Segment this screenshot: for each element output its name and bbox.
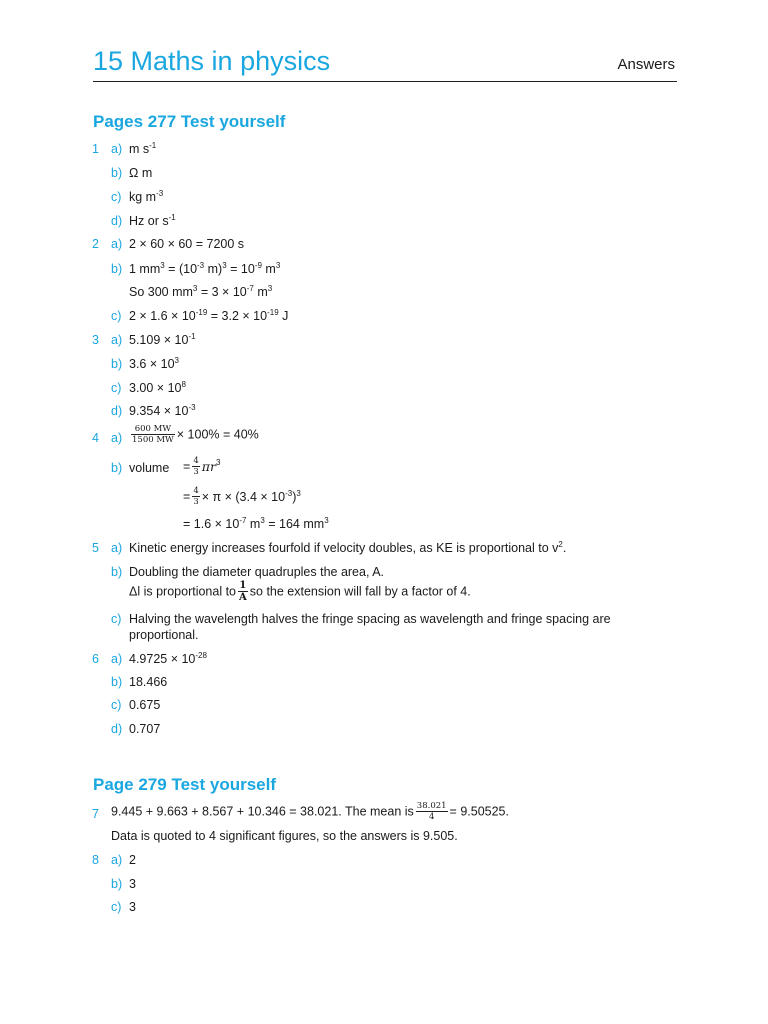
answer-value: Hz or s [129,214,169,228]
fraction [238,580,248,603]
answer-value: = 9.50525. [449,804,509,819]
part-label: a) [111,431,123,445]
answer-text [129,424,259,445]
answer-text: volume [129,461,170,475]
section-heading-pages-277: Pages 277 Test yourself [93,112,286,131]
fraction-numerator: 4 [193,456,199,466]
part-label: d) [111,722,123,736]
answer-text: 0.707 [129,722,161,736]
part-label: b) [111,461,123,475]
answer-value: ) [292,489,297,504]
answer-text [183,456,220,477]
expression [202,490,301,504]
answer-text [129,404,196,418]
answer-value: = 3 × 10 [197,285,247,299]
fraction-numerator: 600 MW [131,424,175,435]
fraction [192,486,199,507]
answer-text [129,381,186,395]
answer-value: 3.00 × 10 [129,381,182,395]
part-label: a) [111,652,123,666]
answer-text [129,214,176,228]
part-label: a) [111,853,123,867]
answer-value: = 3.2 × 10 [207,309,268,323]
exponent: -3 [156,189,164,198]
answer-text [129,652,207,666]
answer-text: Data is quoted to 4 significant figures, so the answers is 9.505. [111,829,458,843]
answer-text: proportional. [129,628,199,642]
part-label: b) [111,565,123,579]
pi-r: πr [201,459,216,474]
fraction [192,456,199,477]
answer-text: Doubling the diameter quadruples the area, A. [129,565,385,579]
fraction-numerator: 1 [239,580,247,591]
exponent: 3 [222,261,227,270]
fraction-numerator: 4 [193,486,199,496]
fraction-denominator: 3 [193,467,199,477]
question-number: 3 [92,333,99,347]
exponent: -1 [149,141,157,150]
answer-text: 3 [129,877,136,891]
equals-sign: = [183,489,191,504]
question-number: 8 [92,853,99,867]
answer-text [129,541,566,555]
part-label: d) [111,404,123,418]
question-number: 4 [92,431,99,445]
equals-sign: = [183,459,191,474]
exponent: -7 [239,516,247,525]
answer-value: 1 mm [129,262,161,276]
answer-value: m) [204,262,223,276]
part-label: b) [111,357,123,371]
exponent: 3 [192,284,198,293]
answer-value: × π × (3.4 × 10 [201,489,286,504]
fraction-denominator: 3 [193,497,199,507]
exponent: 2 [558,540,563,549]
part-label: d) [111,214,123,228]
fraction-denominator: A [239,592,247,603]
exponent: 3 [174,356,179,365]
answer-text: 2 × 60 × 60 = 7200 s [129,237,245,251]
answer-text: 0.675 [129,698,161,712]
answer-value: 2 × 1.6 × 10 [129,309,196,323]
exponent: -3 [188,403,196,412]
answer-text [111,801,509,822]
answer-value: m [246,517,261,531]
answers-label: Answers [617,56,675,73]
answer-text: 3 [129,900,136,914]
chapter-title: 15 Maths in physics [93,46,331,76]
answer-value: m [253,285,268,299]
answer-text [129,357,179,371]
exponent: -3 [285,488,293,498]
answer-text: 2 [129,853,136,867]
exponent: -19 [195,308,208,317]
fraction-denominator: 4 [428,812,435,822]
fraction-numerator: 38.021 [416,801,447,811]
answer-text [129,142,156,156]
answer-text: Halving the wavelength halves the fringe spacing as wavelength and fringe spacing are [129,612,611,626]
answer-text [183,517,329,531]
answer-value: m s [129,142,150,156]
exponent: -19 [267,308,279,317]
answer-text: Ω m [129,166,153,180]
part-label: b) [111,877,123,891]
exponent: 3 [260,516,265,525]
answer-value: 9.354 × 10 [129,404,189,418]
answer-value: so the extension will fall by a factor of 4. [249,584,471,599]
answer-text [129,333,196,347]
exponent: -1 [188,332,196,341]
answer-text [129,309,288,323]
answer-value: J [278,309,289,323]
exponent: 3 [215,457,221,467]
part-label: a) [111,237,123,251]
part-label: a) [111,142,123,156]
exponent: 3 [275,261,281,270]
answer-text [129,285,272,299]
answer-value: = 10 [226,262,255,276]
part-label: b) [111,675,123,689]
answer-value: . [562,541,567,555]
answer-value: Kinetic energy increases fourfold if velocity doubles, as KE is proportional to v [129,541,559,555]
fraction [131,424,175,445]
exponent: -3 [197,261,205,270]
exponent: 3 [324,516,329,525]
part-label: c) [111,381,122,395]
exponent: 3 [160,261,165,270]
answer-value: = (10 [164,262,198,276]
answer-value: 5.109 × 10 [129,333,189,347]
question-number: 6 [92,652,99,666]
question-number: 2 [92,237,99,251]
exponent: 3 [296,488,301,498]
part-label: c) [111,698,122,712]
part-label: a) [111,541,123,555]
answer-text [129,190,163,204]
answer-text [183,486,301,507]
part-label: c) [111,900,122,914]
exponent: 3 [267,284,273,293]
page-header [93,44,677,82]
exponent: 8 [181,380,186,389]
answer-text: 18.466 [129,675,168,689]
exponent: -1 [168,213,176,222]
fraction-denominator: 1500 MW [132,435,174,445]
answer-value: 4.9725 × 10 [129,652,196,666]
question-number: 5 [92,541,99,555]
part-label: c) [111,309,122,323]
answer-value: 3.6 × 10 [129,357,175,371]
part-label: b) [111,166,123,180]
answer-value: kg m [129,190,157,204]
section-heading-page-279: Page 279 Test yourself [93,775,276,794]
answer-text [129,262,280,276]
question-number: 7 [92,807,99,821]
exponent: -9 [254,261,262,270]
part-label: a) [111,333,123,347]
question-number: 1 [92,142,99,156]
exponent: -28 [195,651,207,660]
fraction [416,801,448,822]
part-label: b) [111,262,123,276]
answer-value: 9.445 + 9.663 + 8.567 + 10.346 = 38.021. The mean is [111,804,414,819]
answer-value: = 1.6 × 10 [183,517,240,531]
answer-value: m [261,262,276,276]
answer-value: = 164 mm [264,517,325,531]
answer-value: So 300 mm [129,285,193,299]
part-label: c) [111,190,122,204]
exponent: -7 [246,284,254,293]
answer-text [129,580,471,603]
part-label: c) [111,612,122,626]
answer-value: × 100% = 40% [176,427,259,442]
answer-value: Δl is proportional to [129,584,237,599]
